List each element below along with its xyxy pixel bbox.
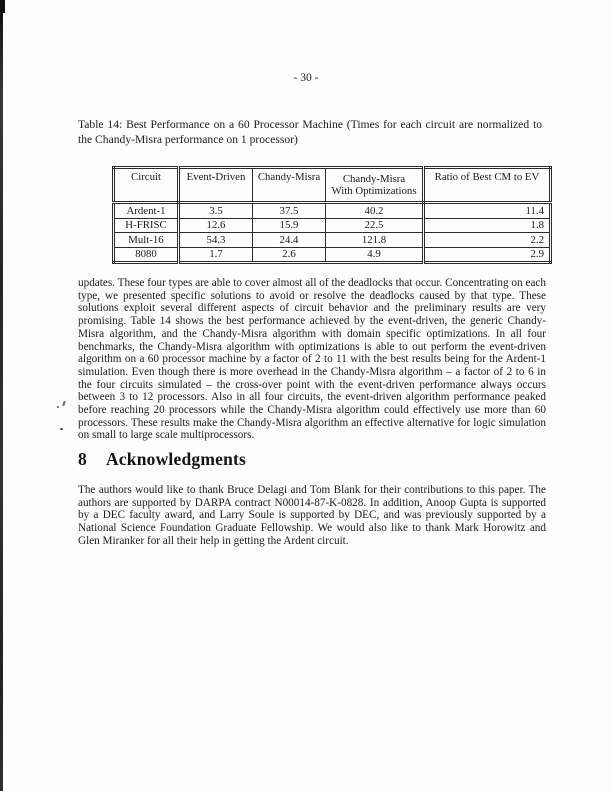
table-caption: Table 14: Best Performance on a 60 Processor Machine (Times for each circuit are normalized to the Chandy-Misra performance on 1 processor) [78, 118, 542, 147]
page-number: - 30 - [293, 72, 319, 84]
table-row [114, 247, 551, 263]
col-header-chandy-misra: Chandy-Misra [253, 168, 326, 203]
cell-circuit: H-FRISC [114, 218, 179, 233]
cell-event-driven: 1.7 [179, 247, 253, 263]
table-row [114, 218, 551, 233]
cell-chandy-misra: 15.9 [253, 218, 326, 233]
col-header-chandy-misra-opt [326, 168, 424, 203]
margin-mark [62, 401, 65, 406]
cell-ratio: 11.4 [424, 203, 551, 219]
col-header-line1: Chandy-Misra [342, 173, 406, 185]
cell-chandy-misra-opt: 40.2 [326, 203, 424, 219]
cell-chandy-misra-opt: 121.8 [326, 233, 424, 248]
col-header-circuit: Circuit [114, 168, 179, 203]
cell-ratio: 2.9 [424, 247, 551, 263]
section-heading-acknowledgments [78, 449, 246, 470]
scan-corner-artifact [0, 0, 5, 13]
table-header-row [114, 168, 551, 203]
cell-ratio: 2.2 [424, 233, 551, 248]
table-row [114, 233, 551, 248]
cell-chandy-misra-opt: 4.9 [326, 247, 424, 263]
cell-event-driven: 12.6 [179, 218, 253, 233]
cell-circuit: Ardent-1 [114, 203, 179, 219]
col-header-ratio: Ratio of Best CM to EV [424, 168, 551, 203]
cell-circuit: 8080 [114, 247, 179, 263]
body-continuation-paragraph: updates. These four types are able to cover almost all of the deadlocks that occur. Concentrating on each type, we presented specific solutions to avoid or resolve the deadlocks caused by that type. These solutions exploit several different aspects of circuit behavior and the preliminary results are very promising. Table 14 shows the best performance achieved by the event-driven, the generic Chandy-Misra algorithm, and the Chandy-Misra algorithm with domain specific optimizations. In all four benchmarks, the Chandy-Misra algorithm with optimizations is able to out perform the event-driven algorithm on a 60 processor machine by a factor of 2 to 11 with the best results being for the Ardent-1 simulation. Even though there is more overhead in the Chandy-Misra algorithm – a factor of 2 to 6 in the four circuits simulated – the cross-over point with the event-driven performance always occurs between 3 to 12 processors. Also in all four circuits, the event-driven algorithm performance peaked before reaching 20 processors while the Chandy-Misra algorithm could effectively use more than 60 processors. These results make the Chandy-Misra algorithm an effective alternative for logic simulation on small to large scale multiprocessors. [78, 277, 546, 442]
acknowledgments-paragraph: The authors would like to thank Bruce Delagi and Tom Blank for their contributions to this paper. The authors are supported by DARPA contract N00014-87-K-0828. In addition, Anoop Gupta is supported by a DEC faculty award, and Larry Soule is supported by DEC, and was previously supported by a National Science Foundation Graduate Fellowship. We would also like to thank Mark Horowitz and Glen Miranker for all their help in getting the Ardent circuit. [78, 484, 546, 547]
performance-table [112, 166, 552, 264]
col-header-line2: With Optimizations [331, 185, 417, 197]
scan-edge-artifact [0, 0, 3, 791]
section-title: Acknowledgments [105, 449, 247, 469]
cell-circuit: Mult-16 [114, 233, 179, 248]
col-header-event-driven: Event-Driven [179, 168, 253, 203]
margin-mark [57, 406, 59, 408]
table-row [114, 203, 551, 219]
section-number: 8 [78, 449, 87, 469]
cell-chandy-misra-opt: 22.5 [326, 218, 424, 233]
cell-event-driven: 3.5 [179, 203, 253, 219]
cell-event-driven: 54.3 [179, 233, 253, 248]
cell-chandy-misra: 37.5 [253, 203, 326, 219]
cell-chandy-misra: 24.4 [253, 233, 326, 248]
cell-chandy-misra: 2.6 [253, 247, 326, 263]
cell-ratio: 1.8 [424, 218, 551, 233]
margin-mark [60, 428, 63, 430]
